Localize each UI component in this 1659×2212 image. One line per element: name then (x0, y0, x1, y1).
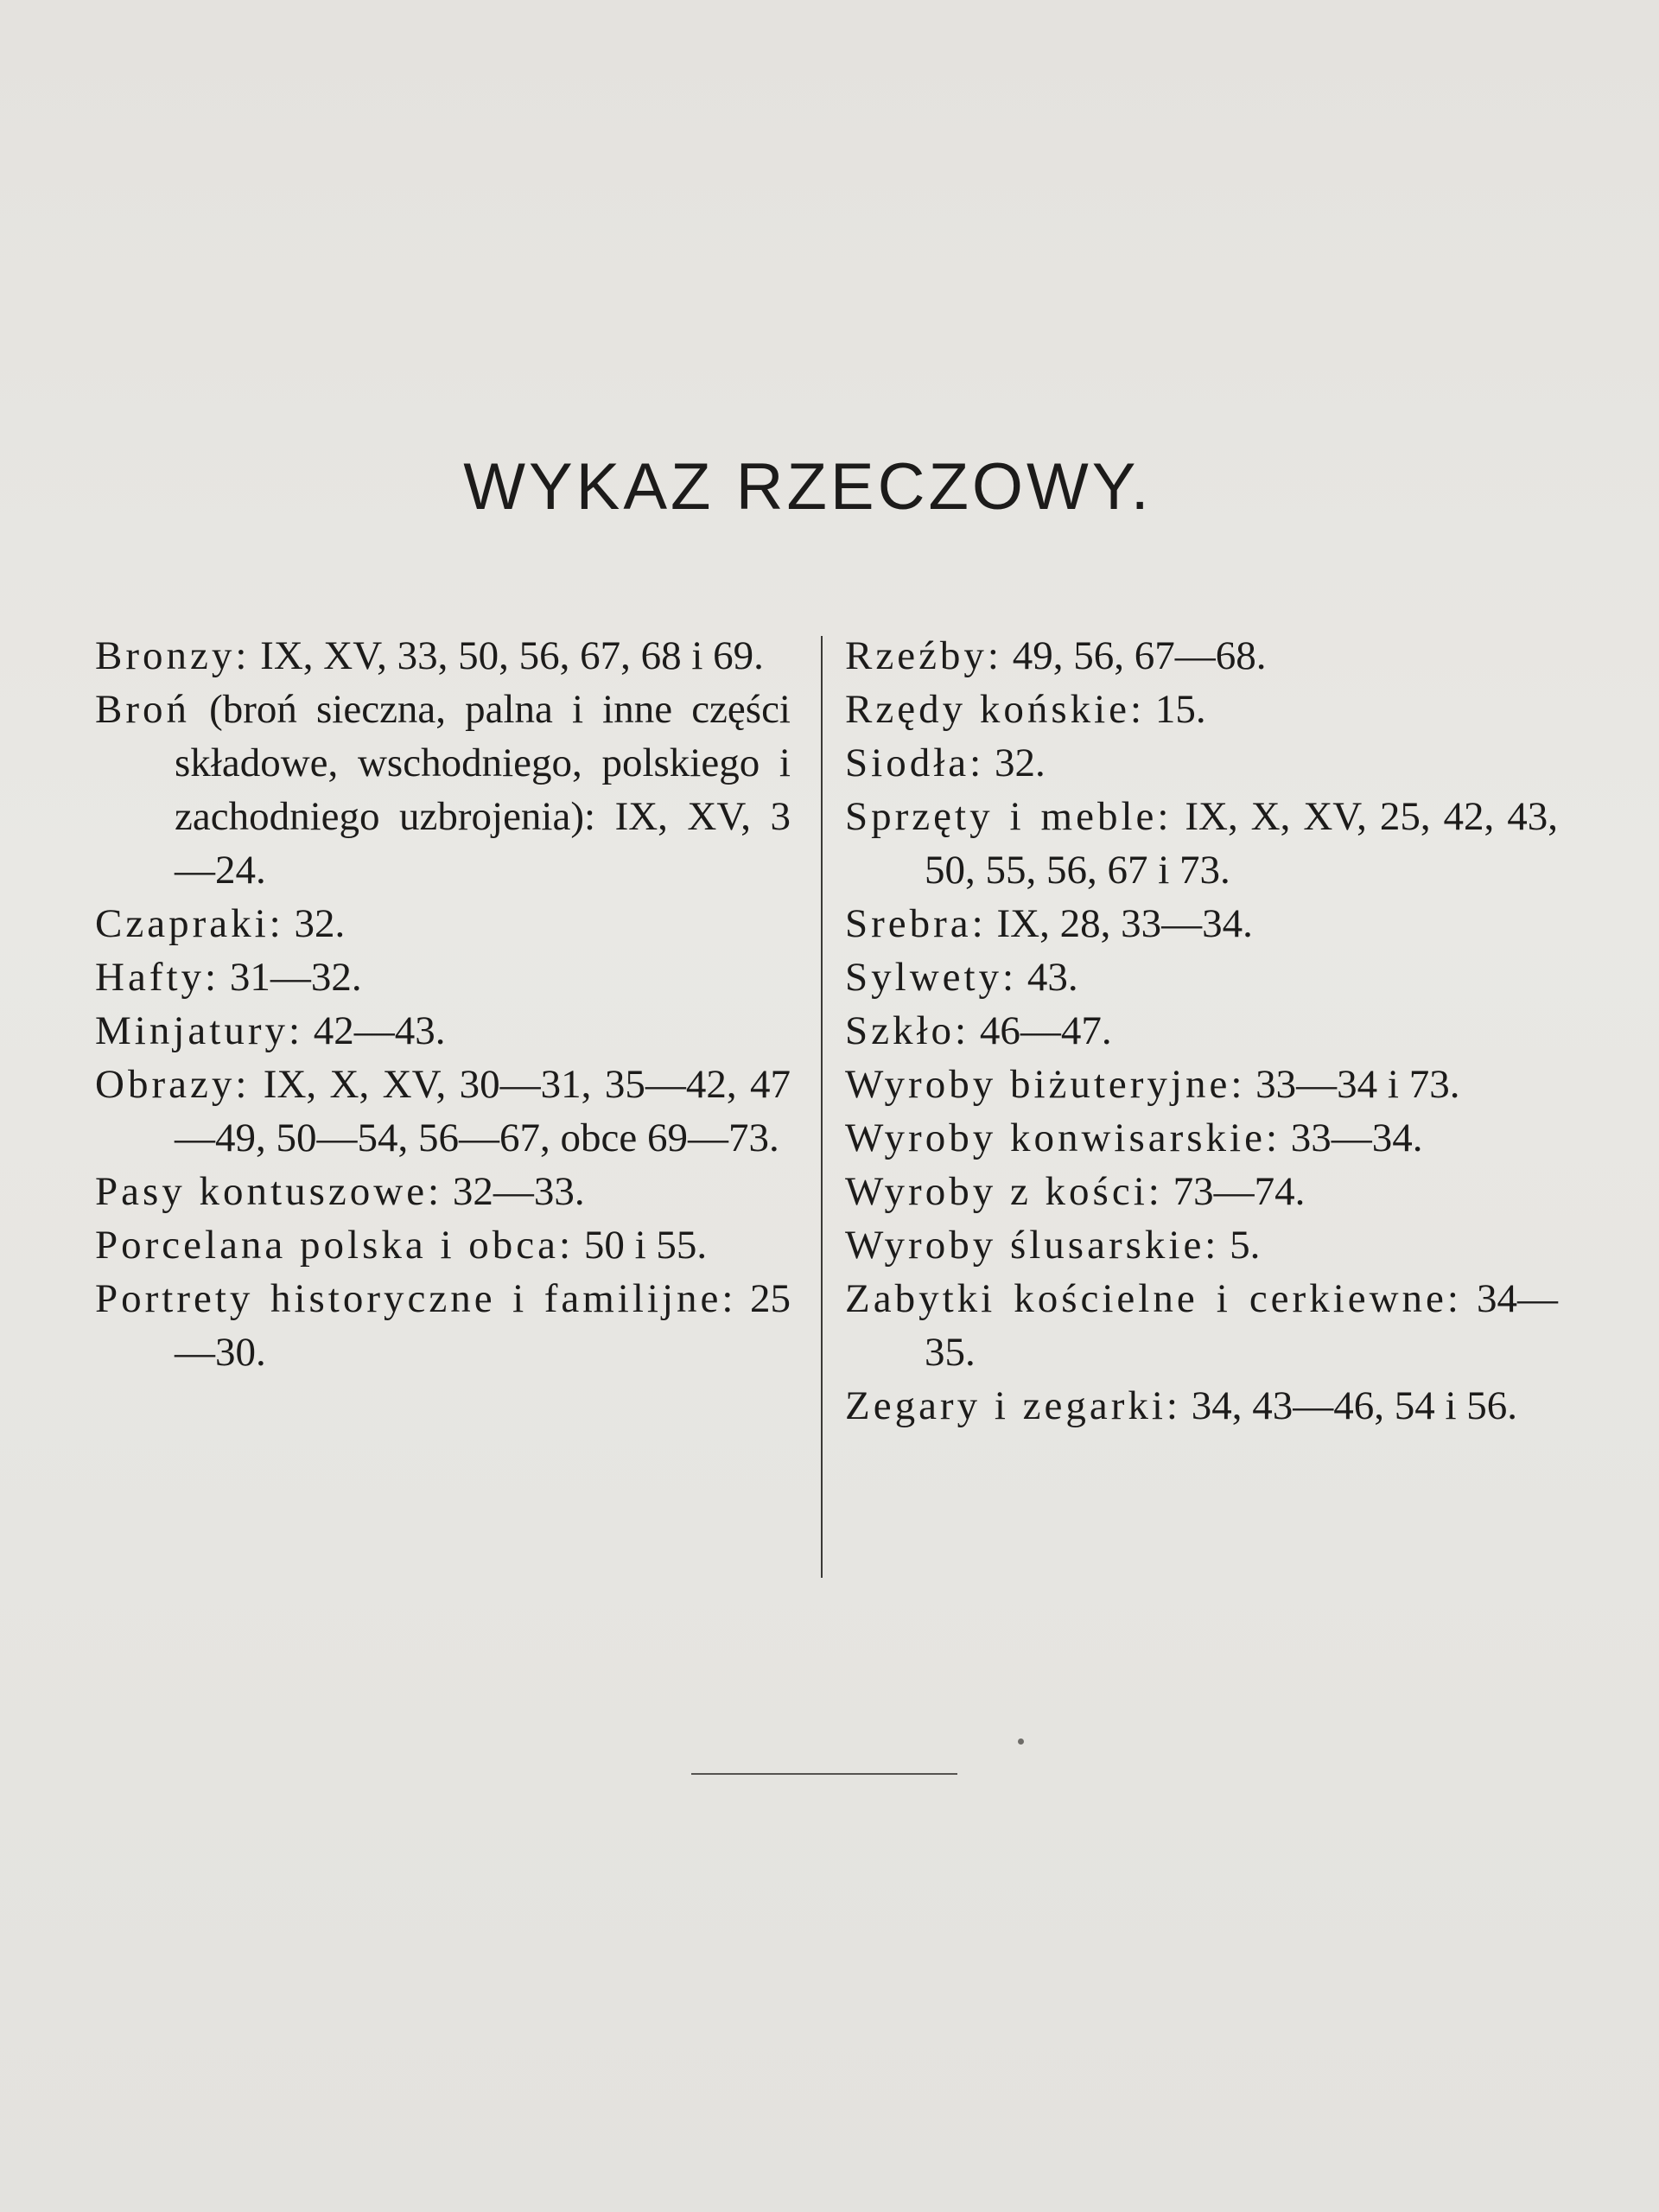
index-entry (845, 629, 1558, 683)
entry-term: Zegary i zegarki: (845, 1383, 1181, 1428)
entry-refs: 32—33. (442, 1169, 585, 1214)
entry-term: Pasy kontuszowe: (95, 1169, 443, 1214)
entry-term: Rzeźby: (845, 633, 1002, 678)
entry-term: Minjatury: (95, 1008, 304, 1053)
index-entry (95, 1004, 791, 1058)
page-title: WYKAZ RZECZOWY. (463, 450, 1153, 524)
index-entry (845, 1111, 1558, 1165)
entry-term: Sprzęty i meble: (845, 794, 1173, 839)
index-entry (845, 1004, 1558, 1058)
entry-refs: 15. (1145, 687, 1206, 732)
index-entry (845, 736, 1558, 790)
entry-refs: IX, X, XV, 30—31, 35—42, 47—49, 50—54, 56—67, obce 69—73. (175, 1062, 791, 1160)
entry-refs: 42—43. (303, 1008, 446, 1053)
entry-term: Obrazy: (95, 1062, 251, 1107)
paper-speck (1018, 1738, 1024, 1745)
entry-term: Sylwety: (845, 955, 1018, 1000)
entry-term: Portrety historyczne i familijne: (95, 1276, 737, 1321)
entry-term: Zabytki kościelne i cerkiewne: (845, 1276, 1462, 1321)
entry-refs: 25—30. (175, 1276, 791, 1375)
entry-refs: 33—34. (1281, 1116, 1423, 1160)
entry-refs: 33—34 i 73. (1245, 1062, 1460, 1107)
entry-term: Wyroby ślusarskie: (845, 1223, 1220, 1268)
entry-refs: 31—32. (219, 955, 362, 1000)
index-entry (95, 1272, 791, 1379)
index-entry (845, 683, 1558, 736)
entry-term: Hafty: (95, 955, 220, 1000)
entry-refs: IX, X, XV, 25, 42, 43, 50, 55, 56, 67 i 73. (925, 794, 1558, 893)
index-entry (845, 897, 1558, 950)
entry-refs: IX, 28, 33—34. (986, 901, 1253, 946)
entry-refs: 32. (283, 901, 346, 946)
index-entry (845, 1058, 1558, 1111)
column-divider (821, 636, 823, 1578)
entry-term: Siodła: (845, 741, 985, 785)
entry-term: Wyroby konwisarskie: (845, 1116, 1281, 1160)
entry-refs: IX, XV, 33, 50, 56, 67, 68 i 69. (250, 633, 764, 678)
index-entry (95, 897, 791, 950)
entry-refs: 50 i 55. (574, 1223, 708, 1268)
entry-refs: 34—35. (925, 1276, 1558, 1375)
entry-term: Czapraki: (95, 901, 284, 946)
index-entry (845, 950, 1558, 1004)
closing-rule (691, 1773, 957, 1775)
entry-term: Broń (95, 687, 190, 732)
index-entry (845, 1379, 1558, 1433)
entry-term: Wyroby biżuteryjne: (845, 1062, 1246, 1107)
index-column-right (845, 629, 1558, 1433)
entry-refs: 32. (984, 741, 1046, 785)
index-entry (95, 629, 791, 683)
entry-term: Rzędy końskie: (845, 687, 1146, 732)
entry-term: Bronzy: (95, 633, 251, 678)
index-entry (95, 950, 791, 1004)
entry-refs: (broń sieczna, palna i inne części składowe, wschodniego, polskiego i zachodniego uzbrojenia): IX, XV, 3—24. (175, 687, 791, 893)
index-entry (845, 1218, 1558, 1272)
index-entry (845, 1272, 1558, 1379)
entry-refs: 5. (1219, 1223, 1261, 1268)
index-entry (95, 683, 791, 897)
index-entry (95, 1165, 791, 1218)
index-entry (95, 1218, 791, 1272)
entry-refs: 73—74. (1162, 1169, 1306, 1214)
index-column-left (95, 629, 791, 1379)
entry-refs: 46—47. (969, 1008, 1112, 1053)
index-entry (845, 790, 1558, 897)
index-entry (95, 1058, 791, 1165)
entry-term: Wyroby z kości: (845, 1169, 1163, 1214)
entry-refs: 34, 43—46, 54 i 56. (1181, 1383, 1518, 1428)
index-entry (845, 1165, 1558, 1218)
entry-refs: 49, 56, 67—68. (1002, 633, 1267, 678)
entry-term: Porcelana polska i obca: (95, 1223, 575, 1268)
entry-refs: 43. (1017, 955, 1078, 1000)
entry-term: Srebra: (845, 901, 987, 946)
entry-term: Szkło: (845, 1008, 970, 1053)
